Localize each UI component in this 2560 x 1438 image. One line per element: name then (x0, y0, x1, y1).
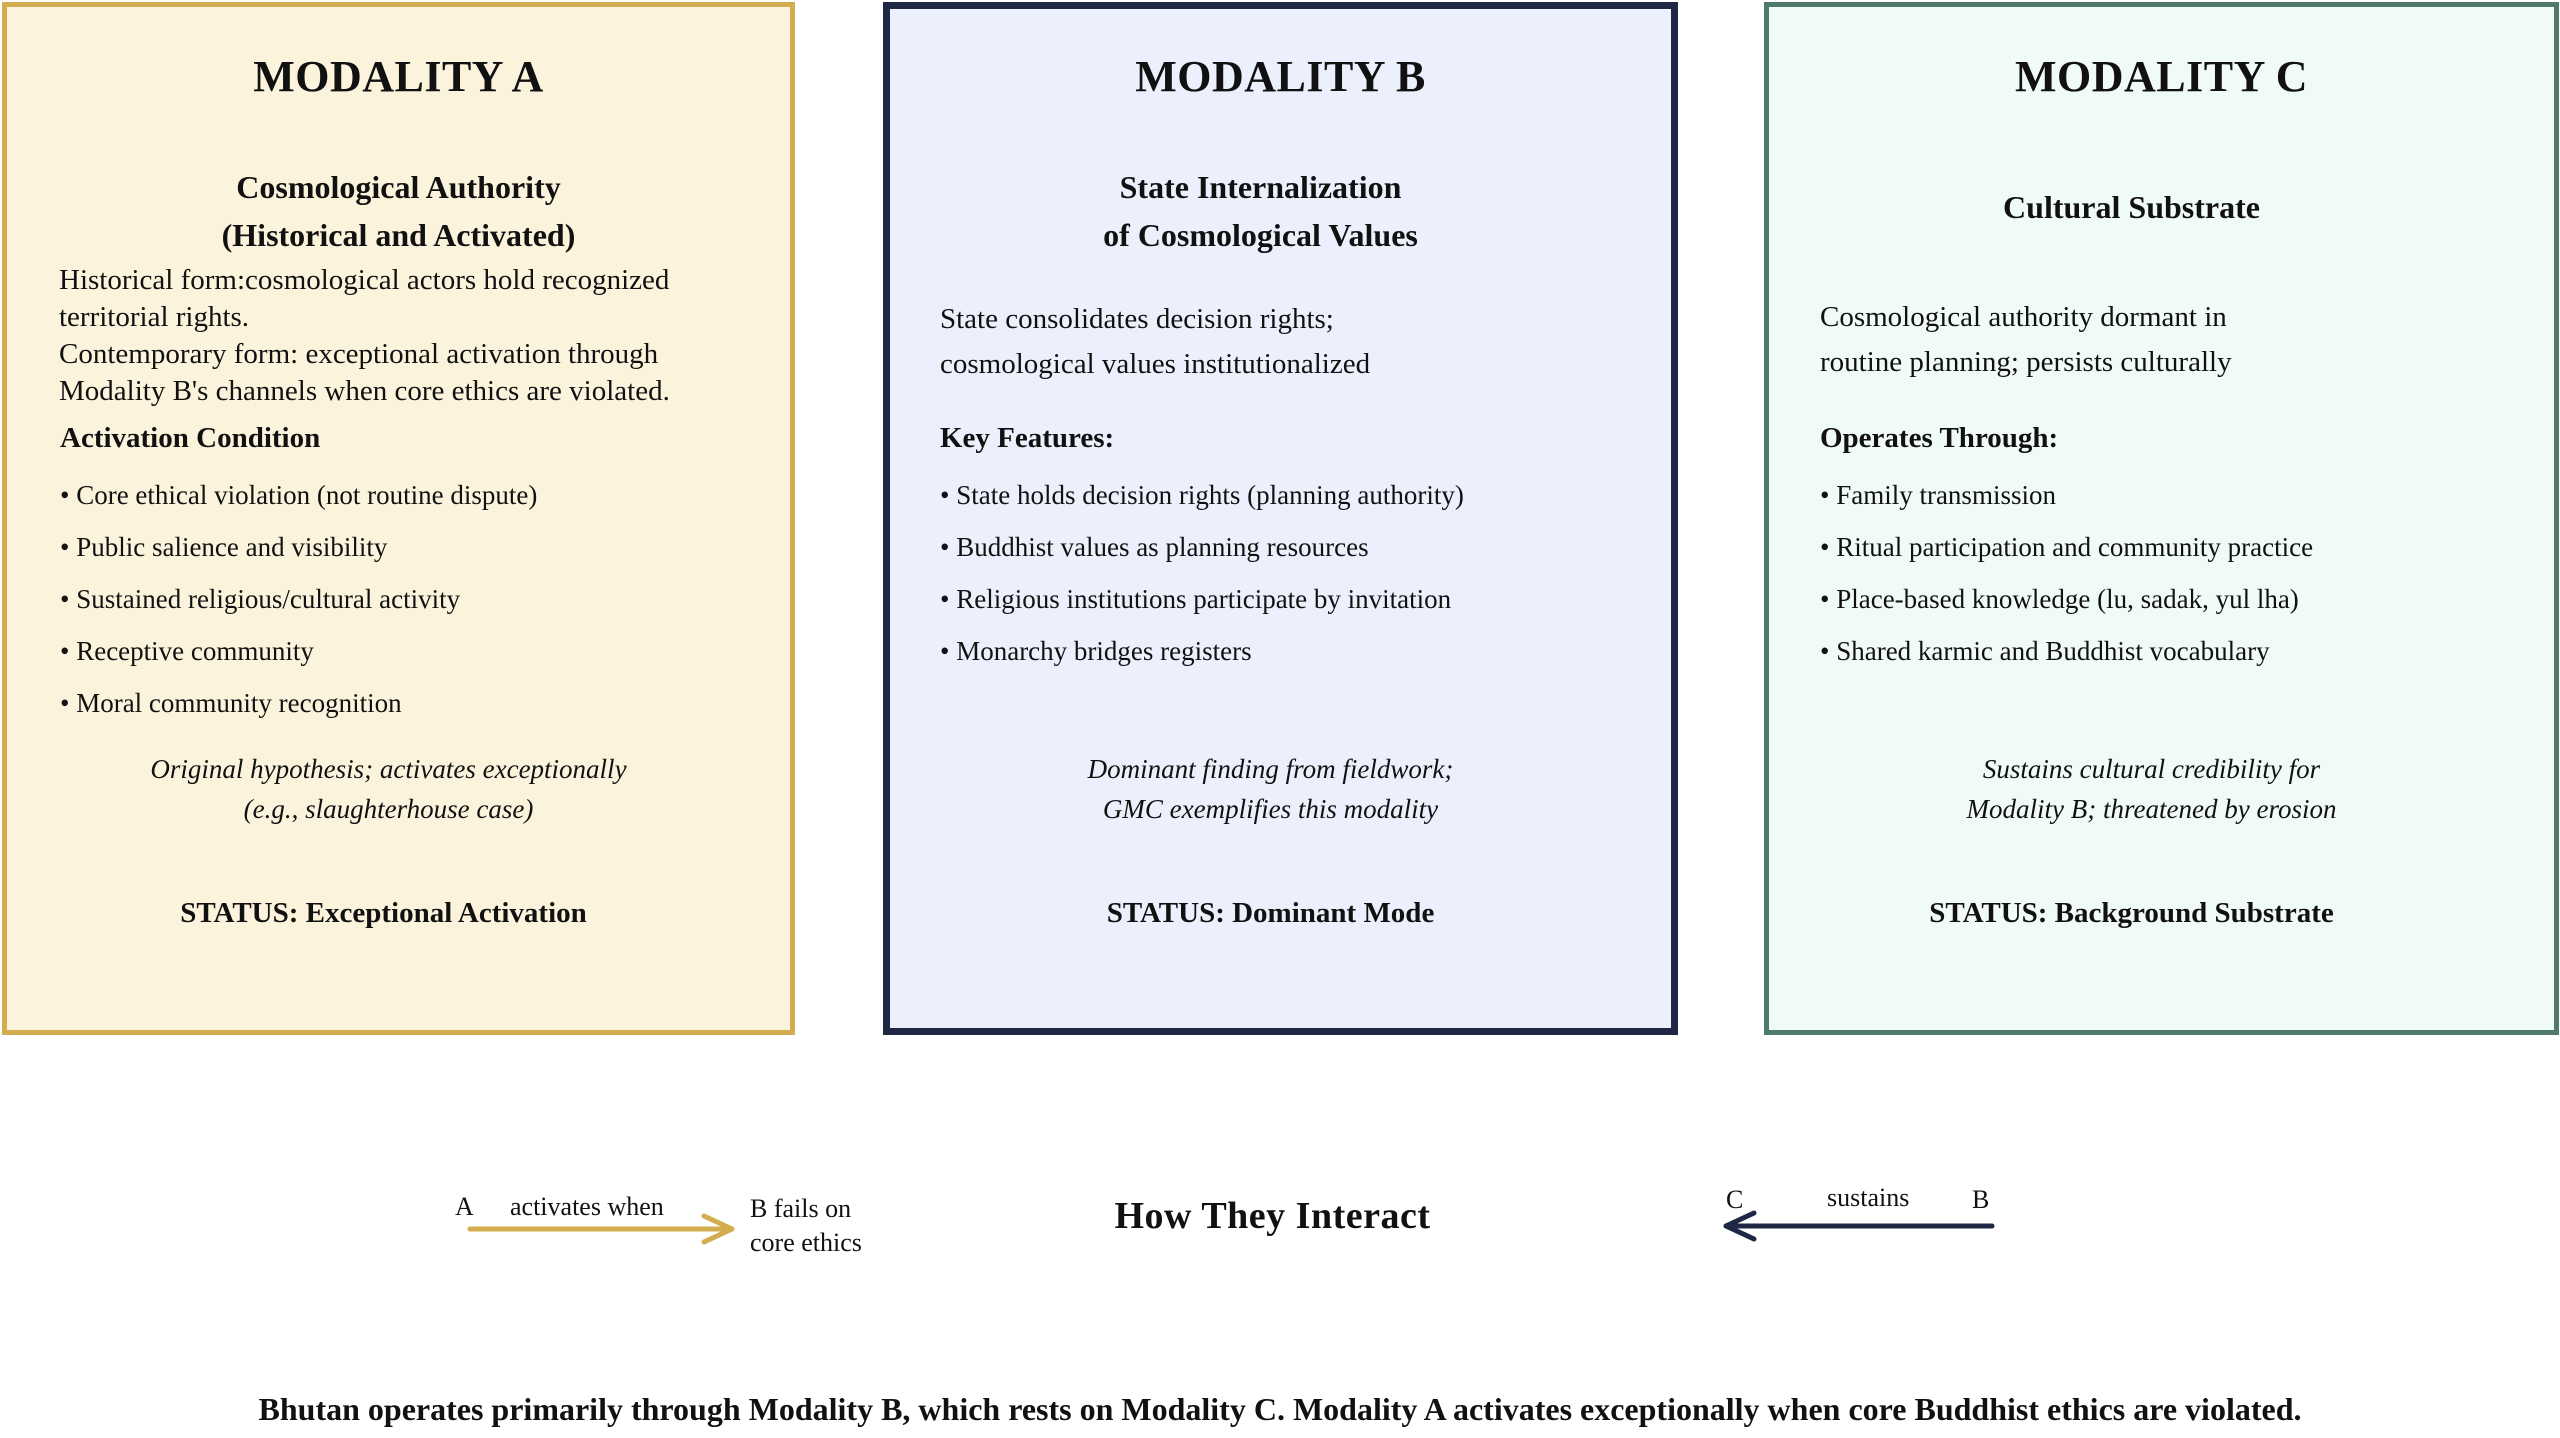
modality-a-status: STATUS: Exceptional Activation (180, 897, 587, 929)
modality-b-note (870, 749, 1671, 829)
left-flow-target-line: core ethics (750, 1228, 862, 1257)
modality-b-subtitle-line: of Cosmological Values (1103, 217, 1418, 253)
modality-b-status: STATUS: Dominant Mode (1106, 897, 1435, 929)
modality-b-title: MODALITY B (1135, 52, 1426, 101)
list-item: • Ritual participation and community practice (1820, 532, 2314, 562)
left-arrow-icon (1716, 1211, 1994, 1241)
modality-b-features-heading: Key Features: (940, 422, 1115, 454)
list-item: • State holds decision rights (planning authority) (940, 480, 1464, 510)
modality-c-features-heading: Operates Through: (1820, 422, 2059, 454)
summary-caption: Bhutan operates primarily through Modality B, which rests on Modality C. Modality A activates exceptionally when core Buddhist ethics are violated. (258, 1391, 2302, 1427)
modality-a-subtitle-line: (Historical and Activated) (221, 217, 576, 253)
modality-b-features-list (940, 477, 1651, 685)
modality-b-description-line: cosmological values institutionalized (940, 348, 1371, 380)
left-flow-target-line: B fails on (750, 1194, 852, 1223)
right-flow-label: sustains (1827, 1183, 1910, 1212)
modality-b-note-line: Dominant finding from fieldwork; (1087, 754, 1454, 784)
modality-b-panel (883, 2, 1678, 1035)
list-item: • Moral community recognition (60, 688, 402, 718)
modality-a-note-line: Original hypothesis; activates exceptionally (150, 754, 627, 784)
list-item: • Receptive community (60, 636, 314, 666)
modality-a-features-heading: Activation Condition (60, 422, 321, 454)
modality-c-note-line: Modality B; threatened by erosion (1966, 794, 2337, 824)
list-item: • Shared karmic and Buddhist vocabulary (1820, 636, 2270, 666)
modality-b-description (940, 297, 1641, 387)
modality-b-subtitle (850, 163, 1671, 259)
modality-c-panel (1764, 2, 2559, 1035)
list-item: • Place-based knowledge (lu, sadak, yul lha) (1820, 584, 2299, 614)
modality-c-note-line: Sustains cultural credibility for (1982, 754, 2321, 784)
modality-c-features-list (1820, 477, 2534, 685)
modality-a-title: MODALITY A (253, 52, 544, 101)
modality-a-note-line: (e.g., slaughterhouse case) (243, 794, 534, 824)
list-item: • Public salience and visibility (60, 532, 388, 562)
left-flow-target (750, 1192, 862, 1260)
modality-c-note (1749, 749, 2554, 829)
modality-a-description (59, 262, 770, 410)
left-flow-from-label: A (455, 1192, 474, 1221)
modality-a-subtitle (7, 163, 790, 259)
modality-c-description-line: Cosmological authority dormant in (1820, 301, 2227, 333)
left-flow-label: activates when (510, 1192, 664, 1221)
list-item: • Buddhist values as planning resources (940, 532, 1369, 562)
modality-c-subtitle-line: Cultural Substrate (2003, 189, 2260, 225)
modality-a-description-line: Modality B's channels when core ethics are violated. (59, 375, 670, 407)
list-item: • Sustained religious/cultural activity (60, 584, 461, 614)
modality-b-subtitle-line: State Internalization (1119, 169, 1402, 205)
interaction-title: How They Interact (1114, 1195, 1431, 1237)
modality-a-description-line: Historical form:cosmological actors hold recognized (59, 264, 670, 296)
list-item: • Religious institutions participate by invitation (940, 584, 1452, 614)
modality-b-description-line: State consolidates decision rights; (940, 303, 1334, 335)
right-arrow-icon (468, 1214, 738, 1244)
modality-c-description-line: routine planning; persists culturally (1820, 346, 2232, 378)
right-flow-target: C (1726, 1185, 1744, 1214)
modality-c-title: MODALITY C (2014, 52, 2309, 101)
modality-a-description-line: territorial rights. (59, 301, 250, 333)
modality-a-description-line: Contemporary form: exceptional activation through (59, 338, 659, 370)
list-item: • Core ethical violation (not routine dispute) (60, 480, 538, 510)
modality-a-note (0, 749, 790, 829)
modality-c-status: STATUS: Background Substrate (1929, 897, 2334, 929)
right-flow-from: B (1972, 1185, 1990, 1214)
list-item: • Family transmission (1820, 480, 2056, 510)
modality-b-note-line: GMC exemplifies this modality (1102, 794, 1439, 824)
list-item: • Monarchy bridges registers (940, 636, 1252, 666)
modality-a-features-list (60, 477, 770, 737)
modality-a-subtitle-line: Cosmological Authority (236, 169, 561, 205)
modality-c-subtitle (1709, 183, 2554, 231)
modality-a-panel (2, 2, 795, 1035)
modality-c-description (1820, 295, 2524, 385)
